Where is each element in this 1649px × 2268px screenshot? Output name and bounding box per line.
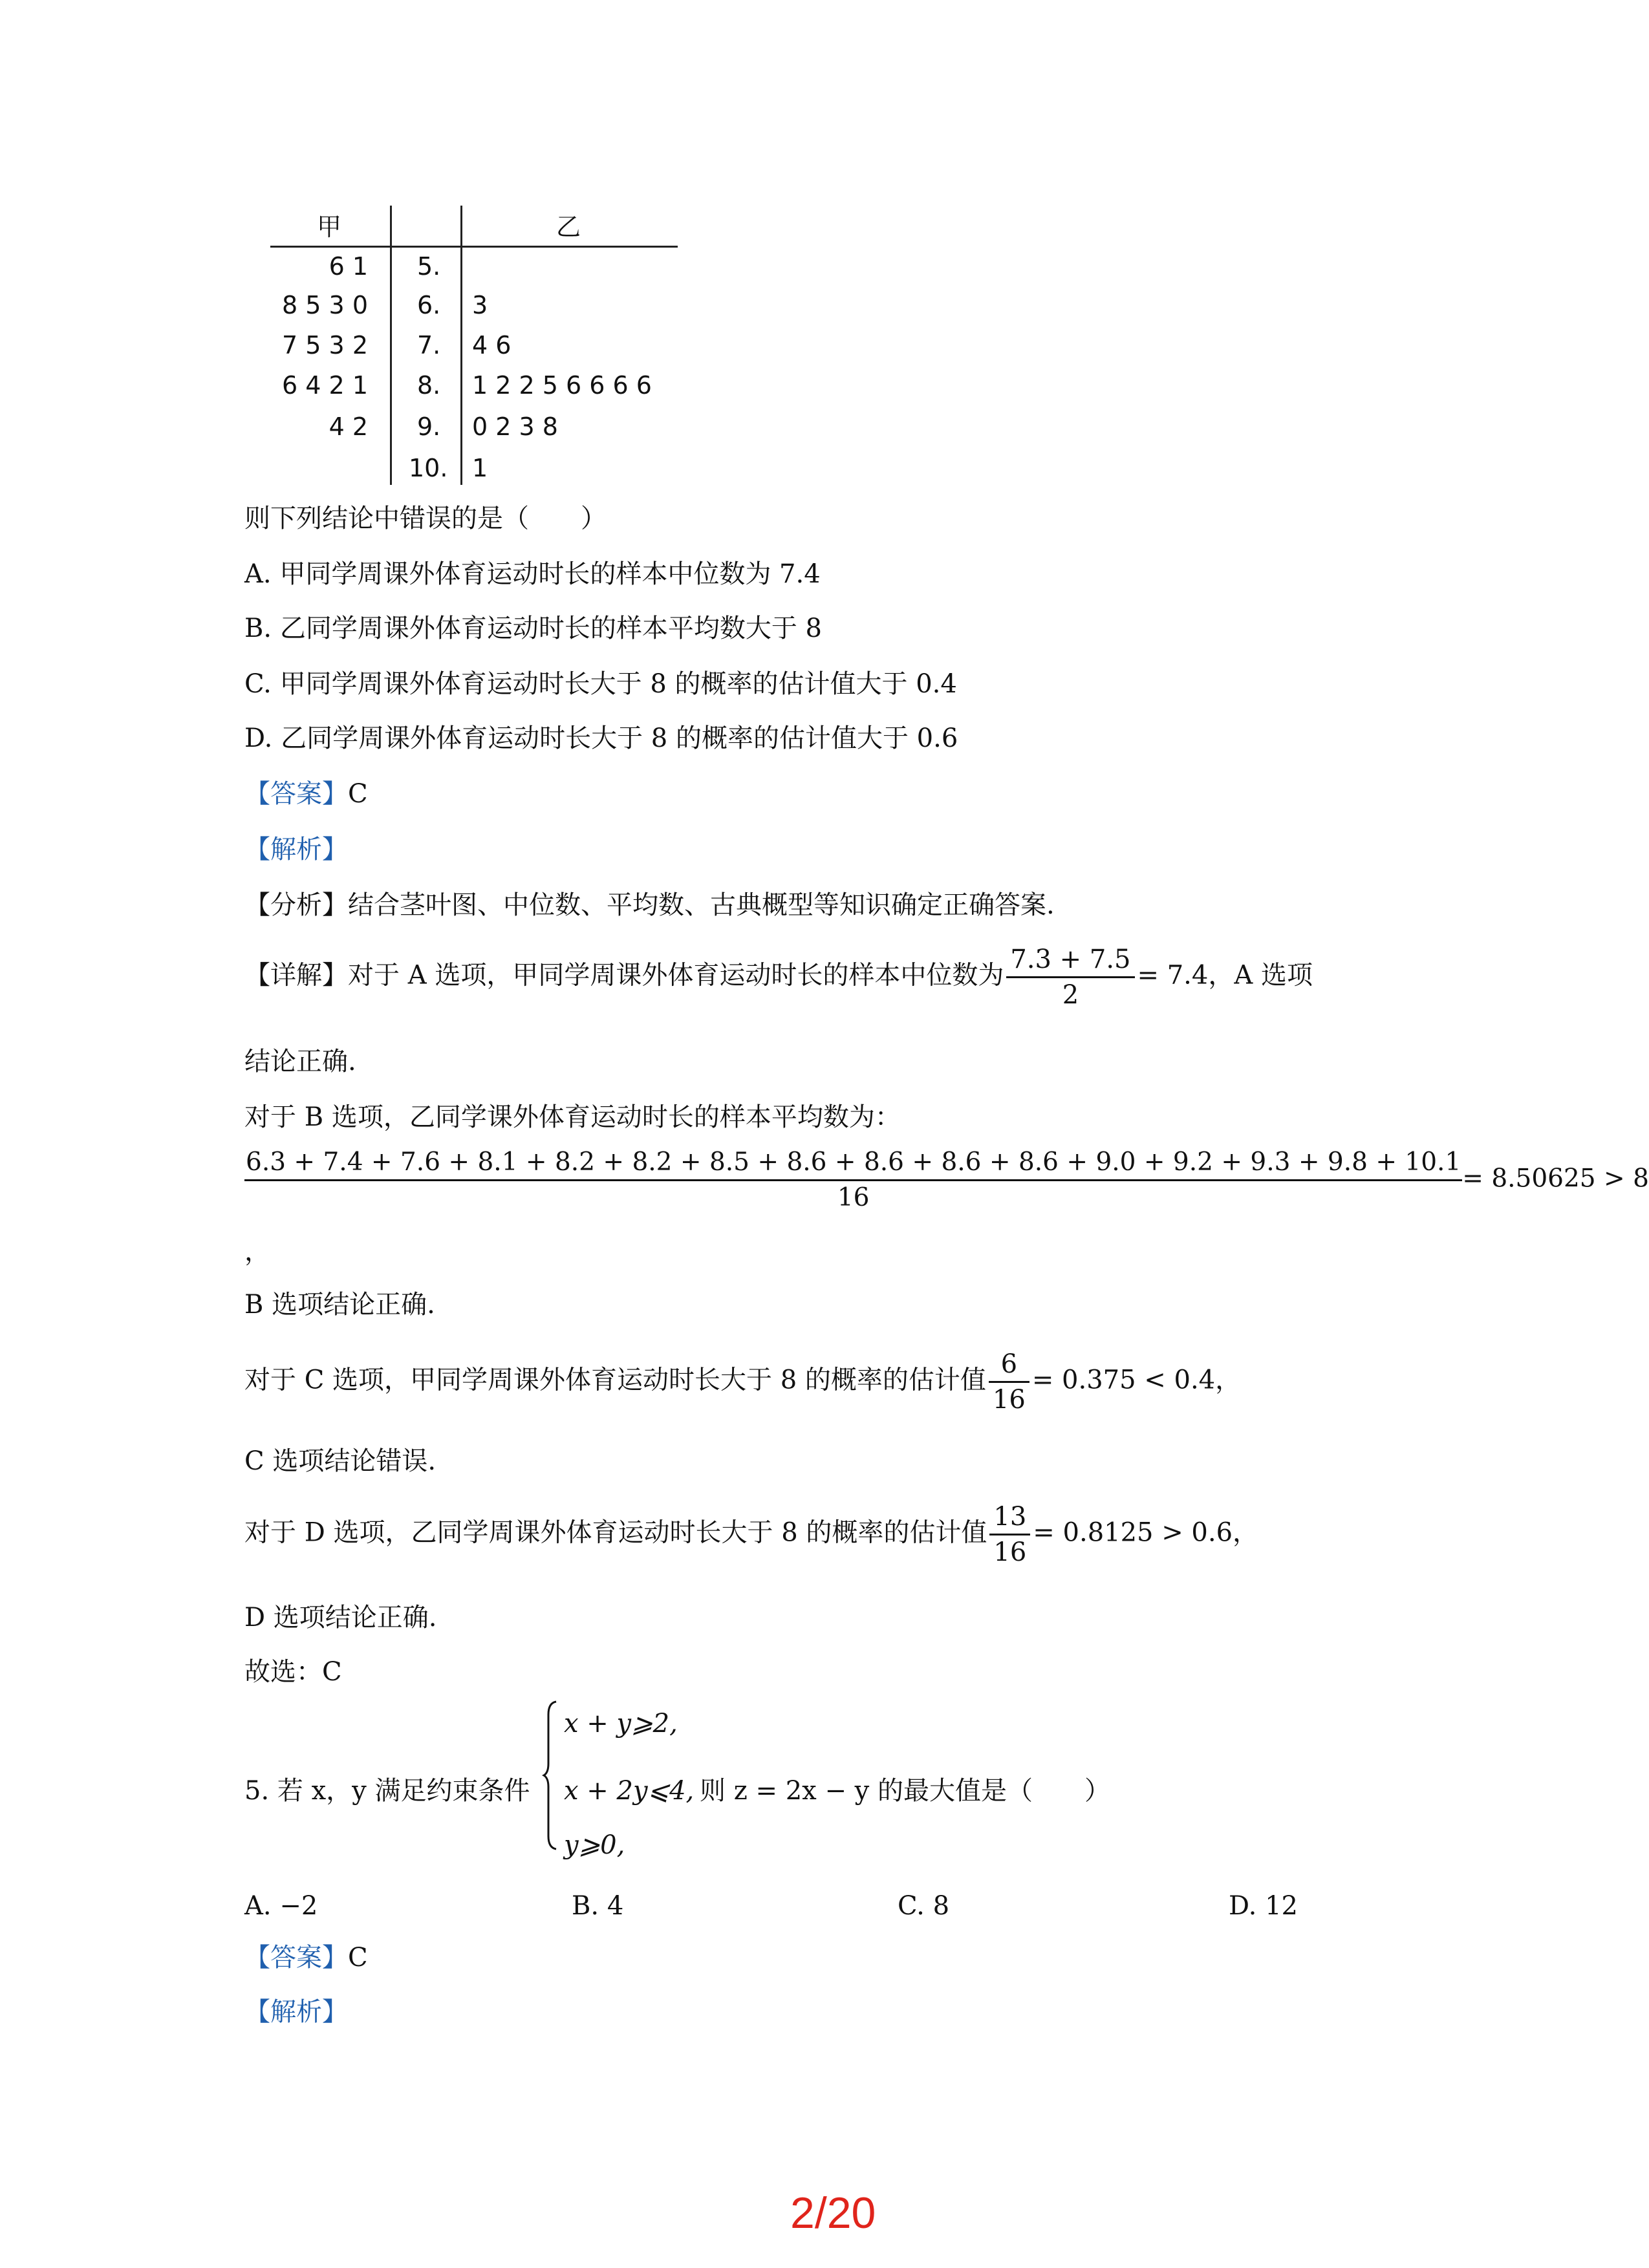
- q5-prefix: 5. 若 x，y 满足约束条件: [244, 1776, 530, 1806]
- fraction-d-denominator: 16: [993, 1537, 1027, 1567]
- detail-d-conclusion: D 选项结论正确.: [244, 1603, 437, 1632]
- stem-leaf-stem: 9.: [417, 412, 441, 441]
- q5-answer-line: [244, 1942, 368, 1973]
- option-a: A. 甲同学周课外体育运动时长的样本中位数为 7.4: [244, 559, 821, 589]
- left-brace: [542, 1699, 559, 1852]
- q5-suffix: 则 z = 2x − y 的最大值是（ ）: [700, 1776, 1110, 1806]
- q5-option-a: A. −2: [244, 1891, 318, 1921]
- detail-c-conclusion: C 选项结论错误.: [244, 1446, 436, 1476]
- stem-leaf-right-leaves: 1 2 2 5 6 6 6 6: [472, 371, 652, 400]
- stem-leaf-divider-left: [390, 206, 392, 485]
- detail-d-text: 对于 D 选项，乙同学周课外体育运动时长大于 8 的概率的估计值: [244, 1517, 987, 1548]
- stem-leaf-stem: 10.: [409, 454, 448, 482]
- fraction-d: [989, 1500, 1030, 1569]
- constraint-2: x + 2y⩽4,: [564, 1776, 695, 1806]
- detail-c-text: 对于 C 选项，甲同学周课外体育运动时长大于 8 的概率的估计值: [244, 1365, 986, 1395]
- q5-option-b: B. 4: [572, 1891, 624, 1921]
- fraction-d-numerator: 13: [989, 1500, 1030, 1535]
- stem-leaf-stem: 7.: [417, 331, 441, 359]
- fenxi-text: 结合茎叶图、中位数、平均数、古典概型等知识确定正确答案.: [348, 890, 1055, 920]
- detail-c: [244, 1347, 1241, 1417]
- page-number: 2/20: [790, 2188, 876, 2238]
- stem-leaf-stem: 6.: [417, 291, 441, 319]
- detail-a-result: = 7.4，A 选项: [1137, 960, 1313, 990]
- stem-leaf-left-leaves: 7 5 3 2: [282, 331, 368, 359]
- detail-b-formula: [244, 1146, 1649, 1215]
- stem-leaf-right-leaves: 4 6: [472, 331, 512, 359]
- answer-value: C: [348, 779, 368, 809]
- final-choice: 故选：C: [244, 1657, 342, 1687]
- stem-leaf-header-right: 乙: [556, 213, 581, 241]
- xiangjie-tag: 【详解】: [244, 960, 348, 990]
- q5-answer-tag: 【答案】: [244, 1943, 348, 1973]
- stem-leaf-right-leaves: 0 2 3 8: [472, 412, 558, 441]
- detail-d: [244, 1500, 1258, 1569]
- stem-leaf-header-rule: [270, 246, 678, 248]
- stem-leaf-left-leaves: 6 4 2 1: [282, 371, 368, 400]
- stem-leaf-right-leaves: 3: [472, 291, 488, 319]
- fraction-c-denominator: 16: [992, 1385, 1026, 1415]
- stem-leaf-left-leaves: 4 2: [329, 412, 368, 441]
- stem-leaf-divider-right: [460, 206, 462, 485]
- stem-leaf-header-left: 甲: [317, 213, 342, 241]
- q5-analysis-tag: 【解析】: [244, 1997, 348, 2027]
- stem-leaf-left-leaves: 8 5 3 0: [282, 291, 368, 319]
- stem-leaf-stem: 8.: [417, 371, 441, 400]
- q5-option-d: D. 12: [1229, 1891, 1298, 1921]
- analysis-summary: [244, 890, 1055, 921]
- detail-a: [244, 943, 1313, 1012]
- option-b: B. 乙同学周课外体育运动时长的样本平均数大于 8: [244, 614, 822, 643]
- detail-b-conclusion: B 选项结论正确.: [244, 1290, 435, 1320]
- option-d: D. 乙同学周课外体育运动时长大于 8 的概率的估计值大于 0.6: [244, 723, 958, 753]
- detail-a-text: 对于 A 选项，甲同学周课外体育运动时长的样本中位数为: [348, 960, 1004, 990]
- stem-leaf-right-leaves: 1: [472, 454, 488, 482]
- constraint-1: x + y⩾2,: [564, 1709, 678, 1738]
- answer-line: [244, 778, 368, 809]
- fraction-a-numerator: 7.3 + 7.5: [1006, 943, 1134, 978]
- fraction-c: [989, 1347, 1029, 1417]
- q5-answer-value: C: [348, 1943, 368, 1973]
- detail-b-intro: 对于 B 选项，乙同学课外体育运动时长的样本平均数为：: [244, 1102, 901, 1132]
- fenxi-tag: 【分析】: [244, 890, 348, 920]
- answer-tag: 【答案】: [244, 779, 348, 809]
- left-brace-icon: [542, 1699, 559, 1852]
- q5-option-c: C. 8: [898, 1891, 950, 1921]
- detail-b-result: = 8.50625 > 8: [1462, 1164, 1649, 1193]
- stem-leaf-left-leaves: 6 1: [329, 252, 368, 281]
- analysis-tag: 【解析】: [244, 835, 348, 864]
- question-prompt: 则下列结论中错误的是（ ）: [244, 504, 607, 533]
- fraction-c-numerator: 6: [989, 1347, 1029, 1383]
- detail-c-result: = 0.375 < 0.4，: [1031, 1365, 1242, 1395]
- detail-b-comma: ，: [244, 1237, 270, 1267]
- stem-leaf-stem: 5.: [417, 252, 441, 281]
- fraction-b-denominator: 16: [837, 1183, 870, 1212]
- option-c: C. 甲同学周课外体育运动时长大于 8 的概率的估计值大于 0.4: [244, 669, 957, 699]
- constraint-3: y⩾0,: [564, 1830, 625, 1860]
- fraction-a: [1006, 943, 1134, 1012]
- fraction-b-numerator: 6.3 + 7.4 + 7.6 + 8.1 + 8.2 + 8.2 + 8.5 + 8.6 + 8.6 + 8.6 + 8.6 + 9.0 + 9.2 + 9.3 + 9.8 + 10.1: [244, 1146, 1462, 1181]
- fraction-b: [244, 1146, 1462, 1215]
- fraction-a-denominator: 2: [1062, 980, 1079, 1010]
- detail-d-result: = 0.8125 > 0.6，: [1033, 1517, 1259, 1548]
- detail-a-cont: 结论正确.: [244, 1047, 356, 1076]
